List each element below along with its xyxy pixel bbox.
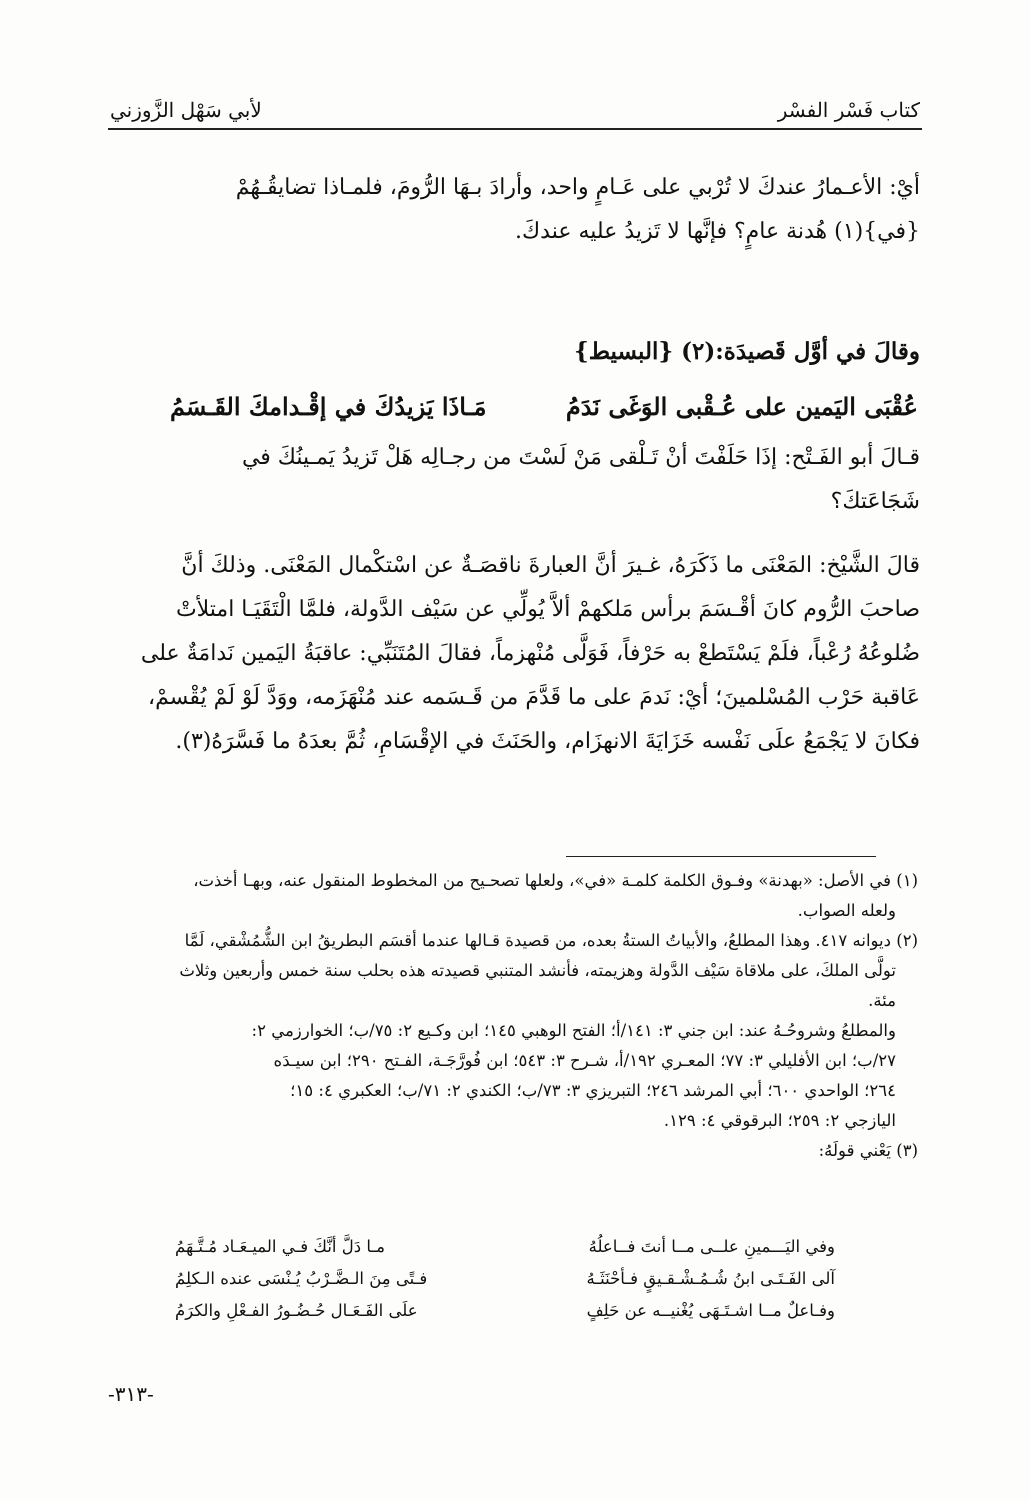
text-line: عَاقبة حَرْب المُسْلمينَ؛ أيْ: نَدمَ على ما قَدَّمَ من قَـسَمه عند مُنْهَزَمه، ووَدَّ لَوْ لَمْ يُقْسمْ، — [147, 685, 920, 710]
footnote-line: مئة. — [868, 991, 896, 1010]
poem-heading-block — [112, 330, 920, 374]
text-line: {في}(١) هُدنة عامٍ؟ فإنَّها لا تَزيدُ عليه عندكَ. — [515, 219, 920, 244]
footnote-line: ٢٧/ب؛ ابن الأفليلي ٣: ٧٧؛ المعـري ١٩٢/أ، شـرح ٣: ٥٤٣؛ ابن فُورَّجَـة، الفـتح ٢٩٠؛ ابن سيـدَه — [273, 1051, 896, 1070]
page-number: -٣١٣- — [108, 1382, 154, 1406]
fverse-second-hemistich: علَى الفَـعَـال حُـضُـورُ الفـعْلِ والكرَمُ — [175, 1301, 418, 1320]
footnote-verse — [175, 1296, 835, 1326]
footnote-line: (١) في الأصل: «بهدنة» وفـوق الكلمة كلمـة «في»، ولعلها تصحـيح من المخطوط المنقول عنه، وبهـا أخذت، — [193, 871, 918, 890]
footnote-line: اليازجي ٢: ٢٥٩؛ البرقوقي ٤: ١٢٩. — [663, 1111, 896, 1130]
verse-first-hemistich: عُقْبَى اليَمين على عُـقْبى الوَغَى نَدَمُ — [565, 392, 918, 421]
footnote-line: تولَّى الملكَ، على ملاقاة سَيْف الدَّولة وهزيمته، فأنشد المتنبي قصيدته هذه بحلب سنة خمس وأربعين وثلاث — [179, 961, 896, 980]
text-line: قالَ الشَّيْخ: المَعْنَى ما ذَكَرَهُ، غـيرَ أنَّ العبارةَ ناقصَـةٌ عن اسْتكْمال المَعْنَى. وذلكَ أنَّ — [181, 553, 920, 578]
header-author: لأبي سَهْل الزَّوزني — [110, 98, 262, 122]
footnote-rule — [566, 856, 876, 857]
poem-heading: وقالَ في أوَّل قَصيدَة:(٢) {البسيط} — [573, 338, 920, 365]
footnote-verse — [175, 1232, 835, 1262]
paragraph-2 — [112, 436, 920, 524]
paragraph-1 — [112, 166, 920, 254]
text-line: فكانَ لا يَجْمَعُ علَى نَفْسه خَزَايَةَ الانهزَام، والحَنَثَ في الإقْسَامِ، ثُمَّ بعدَهُ ما فَسَّرَهُ(٣). — [175, 729, 920, 754]
footnote-verse — [175, 1264, 835, 1294]
text-line: صاحبَ الرُّوم كانَ أقْـسَمَ برأس مَلكهمْ ألاَّ يُولِّي عن سَيْف الدَّولة، فلمَّا الْتَقَيَـا امتلأتْ — [175, 597, 920, 622]
footnote-line: (٢) ديوانه ٤١٧. وهذا المطلعُ، والأبياتُ الستةُ بعده، من قصيدة قـالها عندما أقسَم البطريقُ ابن الشُّمُشْقي، لَمَّا — [184, 931, 918, 950]
running-header — [110, 86, 920, 122]
footnote-line: (٣) يَعْني قولَهُ: — [818, 1141, 918, 1160]
fverse-second-hemistich: مـا دَلَّ أنَّكَ فـي الميـعَـاد مُـتَّـهَمُ — [175, 1237, 386, 1256]
fverse-second-hemistich: فـتًى مِنَ الـضَّـرْبُ يُـنْسَى عنده الـكلِمُ — [175, 1269, 428, 1288]
footnote-line: ولعله الصواب. — [797, 901, 896, 920]
text-line: قـالَ أبو الفَـتْح: إذَا حَلَفْتَ أنْ تَـلْقى مَنْ لَسْتَ من رجـالِه هَلْ تَزيدُ يَمـينُكَ في — [241, 445, 920, 470]
header-book-title: كتاب فَسْر الفسْر — [777, 98, 920, 122]
verse-second-hemistich: مَـاذَا يَزيدُكَ في إقْـدامكَ القَـسَمُ — [170, 392, 487, 421]
fverse-first-hemistich: وفي اليَـــمينِ علــى مــا أنتَ فــاعلُهُ — [588, 1237, 835, 1256]
text-line: أيْ: الأعـمارُ عندكَ لا تُرْبي على عَـامٍ واحد، وأرادَ بـهَا الرُّومَ، فلمـاذا تضايقُـهُمْ — [235, 175, 920, 200]
fverse-first-hemistich: وفـاعلٌ مــا اشـتَـهَى يُغْنيــه عن حَلِفٍ — [586, 1301, 835, 1320]
footnote-line: ٢٦٤؛ الواحدي ٦٠٠؛ أبي المرشد ٢٤٦؛ التبريزي ٣: ٧٣/ب؛ الكندي ٢: ٧١/ب؛ العكبري ٤: ١٥؛ — [290, 1081, 896, 1100]
fverse-first-hemistich: آلى الفَـتَـى ابنُ شُـمُـشْـقـيقٍ فـأحْنَثَـهُ — [586, 1269, 835, 1288]
text-line: شَجَاعَتكَ؟ — [830, 489, 920, 514]
header-rule — [108, 128, 922, 130]
main-verse — [170, 392, 918, 421]
paragraph-3 — [112, 544, 920, 764]
footnote-line: والمطلعُ وشروحُـهُ عند: ابن جني ٣: ١٤١/أ؛ الفتح الوهبي ١٤٥؛ ابن وكـيع ٢: ٧٥/ب؛ الخوارزمي ٢: — [251, 1021, 896, 1040]
footnotes — [108, 866, 918, 1166]
text-line: ضُلوعُهُ رُعْباً، فلَمْ يَسْتَطعْ به حَرْفاً، فَوَلَّى مُنْهزماً، فقالَ المُتَنَبِّي: عاقبَةُ اليَمين نَدامَةٌ على — [140, 641, 920, 666]
